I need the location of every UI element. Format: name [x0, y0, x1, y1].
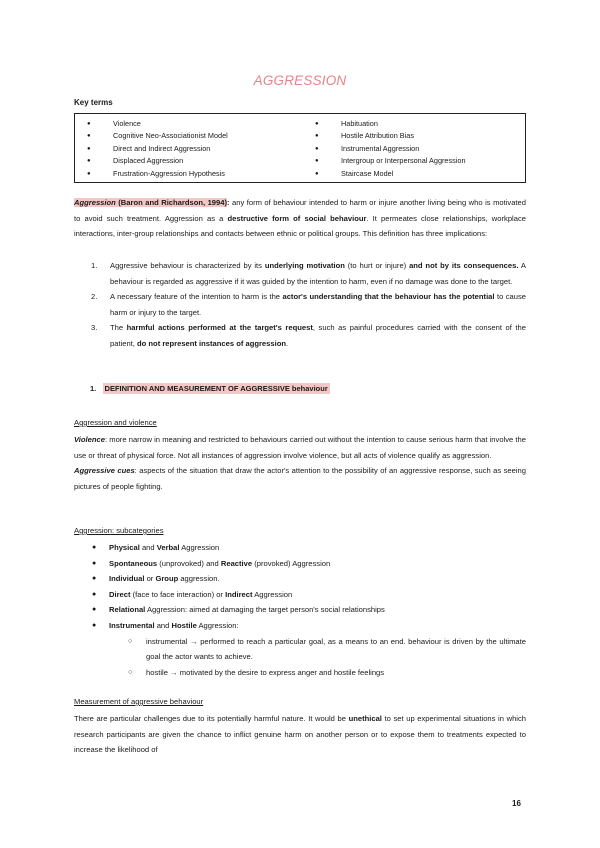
- bullet-icon: ●: [315, 133, 319, 140]
- bullet-icon: ●: [87, 121, 91, 127]
- section-heading: 1. DEFINITION AND MEASUREMENT OF AGGRESSIVE behaviour: [90, 384, 328, 393]
- list-item: 3. The harmful actions performed at the target's request, such as painful procedures carried with the consent of the patient, do not represent instances of aggression.: [91, 323, 526, 348]
- bullet-icon: ●: [87, 133, 91, 140]
- list-item: ● Individual or Group aggression.: [92, 571, 526, 587]
- bullet-icon: ●: [87, 170, 91, 177]
- definition-paragraph: Aggression (Baron and Richardson, 1994): any form of behaviour intended to harm or injure another living being who is motivated to avoid such treatment. Aggression as a destructive form of social behaviour. It permeates close relationships, workplace interactions, inter-group relationships and contacts between ethnic or political groups. This definition has three implications:: [74, 198, 526, 239]
- page-number: 16: [512, 799, 521, 808]
- list-item: ● Relational Aggression: aimed at damaging the target person's social relationships: [92, 602, 526, 618]
- list-item: ● Spontaneous (unprovoked) and Reactive (provoked) Aggression: [92, 556, 526, 572]
- sub-list-item: ○ instrumental → performed to reach a particular goal, as a means to an end. behaviour is driven by the ultimate goal the actor wants to achieve.: [92, 634, 526, 665]
- list-item: 2. A necessary feature of the intention to harm is the actor's understanding that the behaviour has the potential to cause harm or injury to the target.: [91, 292, 526, 317]
- list-item: ● Physical and Verbal Aggression: [92, 540, 526, 556]
- key-terms-heading: Key terms: [74, 98, 113, 107]
- list-item: 1. Aggressive behaviour is characterized by its underlying motivation (to hurt or injure) and not by its consequences. A behaviour is regarded as aggressive if it was guided by the intention to harm, even if no damage was done to the target.: [91, 261, 526, 286]
- key-term: ● Staircase Model: [315, 168, 466, 180]
- bullet-icon: ●: [315, 170, 319, 177]
- key-term: ● Frustration-Aggression Hypothesis: [87, 168, 228, 180]
- bullet-icon: ●: [315, 145, 319, 152]
- bullet-icon: ●: [92, 559, 97, 567]
- bullet-icon: ●: [315, 121, 319, 127]
- bullet-icon: ●: [92, 544, 97, 551]
- bullet-icon: ●: [92, 606, 97, 614]
- key-terms-box: [74, 113, 526, 183]
- bullet-icon: ●: [92, 621, 97, 629]
- subheading-subcategories: Aggression: subcategories: [74, 526, 164, 535]
- bullet-icon: ●: [315, 158, 319, 165]
- bullet-icon: ●: [92, 590, 97, 598]
- key-term: ● Violence: [87, 118, 228, 130]
- key-term: ● Intergroup or Interpersonal Aggression: [315, 155, 466, 167]
- bullet-icon: ●: [92, 575, 97, 583]
- page-title: AGGRESSION: [253, 73, 347, 88]
- list-item: ● Direct (face to face interaction) or Indirect Aggression: [92, 587, 526, 603]
- measurement-paragraph: There are particular challenges due to its potentially harmful nature. It would be unethical to set up experimental situations in which research participants are given the chance to inflict genuine harm on another person or to expose them to treatments expected to increase the likelihood of: [74, 714, 526, 755]
- key-terms-right-column: [315, 118, 466, 180]
- violence-paragraph: Violence: more narrow in meaning and restricted to behaviours carried out without the intention to cause serious harm that involve the use or threat of physical force. Not all instances of aggression involve violence, but all acts of violence qualify as aggression. Aggressive cues: aspects of the situation that draw the actor's attention to the possibility of an aggressive response, such as seeing pictures of people fighting.: [74, 435, 526, 491]
- subcategories-list: [92, 540, 526, 680]
- key-term: ● Instrumental Aggression: [315, 143, 466, 155]
- circle-bullet-icon: ○: [128, 637, 133, 645]
- key-terms-left-column: [87, 118, 228, 180]
- definition-term: Aggression (Baron and Richardson, 1994): [74, 198, 227, 207]
- bullet-icon: ●: [87, 145, 91, 152]
- key-term: ● Hostile Attribution Bias: [315, 130, 466, 142]
- subheading-aggression-violence: Aggression and violence: [74, 418, 157, 427]
- key-term: ● Habituation: [315, 118, 466, 130]
- circle-bullet-icon: ○: [128, 668, 133, 676]
- sub-list-item: ○ hostile → motivated by the desire to express anger and hostile feelings: [92, 665, 526, 681]
- key-term: ● Direct and Indirect Aggression: [87, 143, 228, 155]
- key-term: ● Cognitive Neo-Associationist Model: [87, 130, 228, 142]
- implications-list: [74, 258, 526, 352]
- subheading-measurement: Measurement of aggressive behaviour: [74, 697, 204, 706]
- key-term: ● Displaced Aggression: [87, 155, 228, 167]
- bullet-icon: ●: [87, 158, 91, 165]
- list-item: ● Instrumental and Hostile Aggression:: [92, 618, 526, 634]
